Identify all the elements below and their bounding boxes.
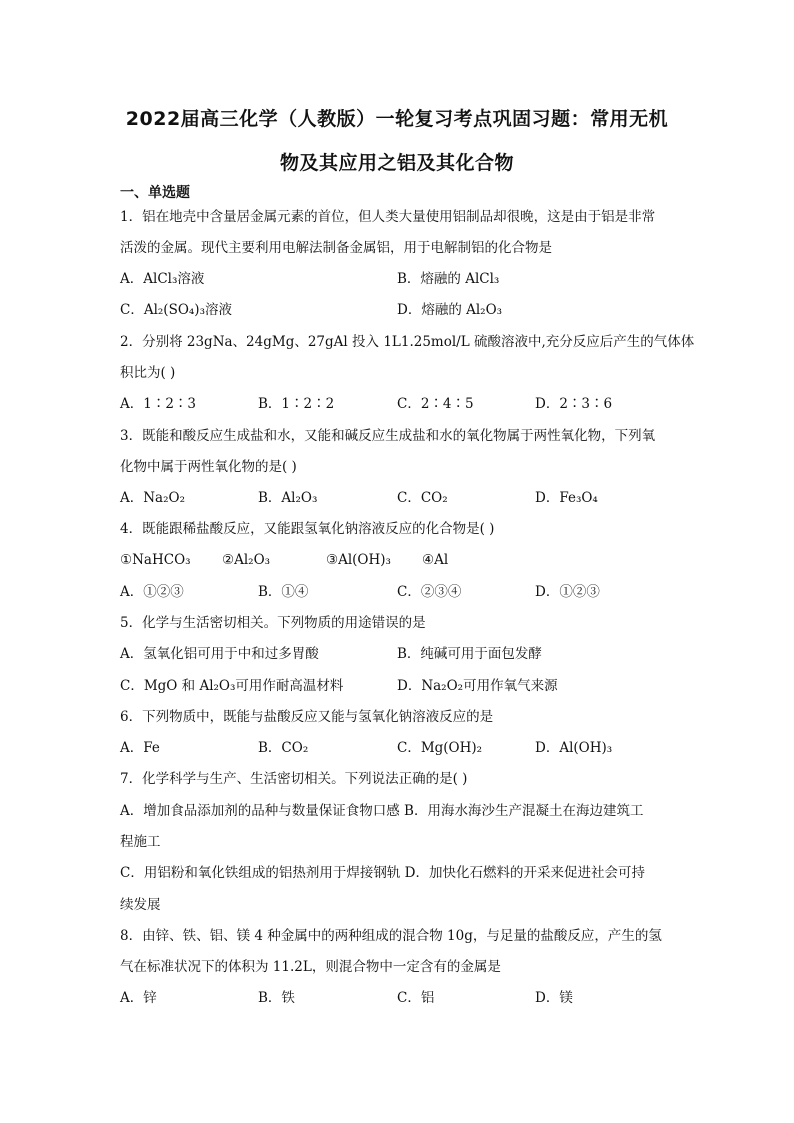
question-3-option-c: C．CO₂ (397, 490, 448, 506)
question-4-item-2: ②Al₂O₃ (222, 552, 271, 568)
section-heading: 一、单选题 (120, 185, 190, 201)
question-7-line-4: 续发展 (120, 897, 161, 913)
question-7-line-2: 程施工 (120, 834, 161, 850)
question-4-item-1: ①NaHCO₃ (120, 552, 191, 568)
question-2-option-c: C．2∶4∶5 (397, 396, 474, 412)
document-title-line-1: 2022届高三化学（人教版）一轮复习考点巩固习题：常用无机 (125, 108, 669, 130)
document-title-line-2: 物及其应用之铝及其化合物 (279, 152, 514, 174)
question-4-item-4: ④Al (422, 552, 449, 568)
question-6-option-b: B．CO₂ (258, 740, 309, 756)
question-3-stem-line-1: 3．既能和酸反应生成盐和水，又能和碱反应生成盐和水的氧化物属于两性氧化物，下列氧 (120, 428, 656, 444)
question-6-stem-line-1: 6．下列物质中，既能与盐酸反应又能与氢氧化钠溶液反应的是 (120, 709, 494, 725)
question-5-option-d: D．Na₂O₂可用作氧气来源 (397, 678, 558, 694)
question-2-stem-line-2: 积比为( ) (120, 365, 176, 381)
question-6-option-a: A．Fe (120, 740, 160, 756)
question-4-stem-line-1: 4．既能跟稀盐酸反应，又能跟氢氧化钠溶液反应的化合物是( ) (120, 521, 495, 537)
question-8-option-c: C．铝 (397, 990, 435, 1006)
question-4-item-3: ③Al(OH)₃ (326, 552, 391, 568)
question-1-option-b: B．熔融的 AlCl₃ (397, 271, 500, 287)
question-7-stem-line-1: 7．化学科学与生产、生活密切相关。下列说法正确的是( ) (120, 771, 468, 787)
question-1-stem-line-2: 活泼的金属。现代主要利用电解法制备金属铝，用于电解制铝的化合物是 (120, 240, 552, 256)
question-4-option-d: D．①②③ (535, 584, 600, 600)
question-6-option-d: D．Al(OH)₃ (535, 740, 613, 756)
question-7-line-3: C．用铝粉和氧化铁组成的铝热剂用于焊接钢轨 D．加快化石燃料的开采来促进社会可持 (120, 865, 645, 881)
question-8-option-d: D．镁 (535, 990, 573, 1006)
question-2-option-b: B．1∶2∶2 (258, 396, 335, 412)
question-4-option-a: A．①②③ (120, 584, 184, 600)
question-7-line-1: A．增加食品添加剂的品种与数量保证食物口感 B．用海水海沙生产混凝土在海边建筑工 (120, 803, 644, 819)
question-5-option-b: B．纯碱可用于面包发酵 (397, 646, 542, 662)
question-3-option-a: A．Na₂O₂ (120, 490, 186, 506)
question-1-stem-line-1: 1．铝在地壳中含量居金属元素的首位，但人类大量使用铝制品却很晚，这是由于铝是非常 (120, 209, 656, 225)
question-5-option-a: A．氢氧化铝可用于中和过多胃酸 (120, 646, 319, 662)
question-1-option-a: A．AlCl₃溶液 (120, 271, 205, 287)
question-1-option-c: C．Al₂(SO₄)₃溶液 (120, 302, 232, 318)
question-3-option-d: D．Fe₃O₄ (535, 490, 598, 506)
question-8-option-b: B．铁 (258, 990, 295, 1006)
question-2-stem-line-1: 2．分别将 23gNa、24gMg、27gAl 投入 1L1.25mol/L 硫酸溶液中,充分反应后产生的气体体 (120, 334, 695, 350)
question-6-option-c: C．Mg(OH)₂ (397, 740, 483, 756)
question-2-option-d: D．2∶3∶6 (535, 396, 613, 412)
question-5-option-c: C．MgO 和 Al₂O₃可用作耐高温材料 (120, 678, 344, 694)
question-8-stem-line-1: 8．由锌、铁、铝、镁 4 种金属中的两种组成的混合物 10g，与足量的盐酸反应，产生的氢 (120, 928, 662, 944)
question-5-stem-line-1: 5．化学与生活密切相关。下列物质的用途错误的是 (120, 615, 426, 631)
question-4-option-c: C．②③④ (397, 584, 462, 600)
question-4-option-b: B．①④ (258, 584, 309, 600)
question-8-option-a: A．锌 (120, 990, 157, 1006)
question-2-option-a: A．1∶2∶3 (120, 396, 197, 412)
question-3-option-b: B．Al₂O₃ (258, 490, 318, 506)
question-8-stem-line-2: 气在标准状况下的体积为 11.2L，则混合物中一定含有的金属是 (120, 959, 501, 975)
question-3-stem-line-2: 化物中属于两性氧化物的是( ) (120, 459, 297, 475)
question-1-option-d: D．熔融的 Al₂O₃ (397, 302, 503, 318)
